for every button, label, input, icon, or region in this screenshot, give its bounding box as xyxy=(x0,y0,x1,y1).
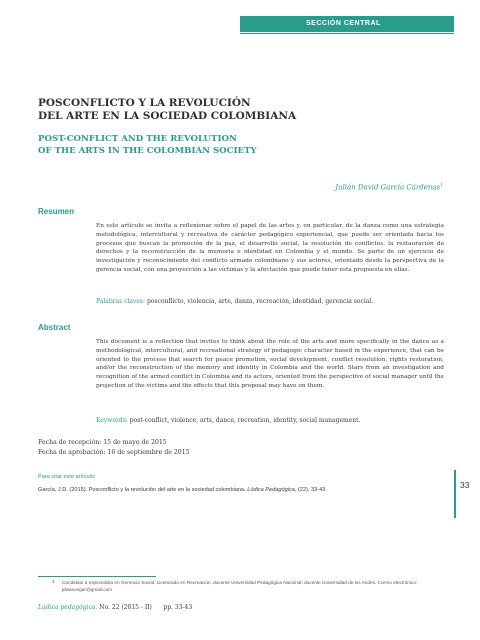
author-footnote-mark: 1 xyxy=(440,183,443,188)
footnote-text: Candidato a especialista en Gerencia Social. Licenciado en Recreación, docente Universidad Pedagógica Nacional; docente Universidad de los Andes. Correo electrónico: jdwasongar@gmail.com xyxy=(62,580,418,592)
journal-footer-name: Lúdica pedagógica. xyxy=(38,604,98,611)
title-spanish-line-2: DEL ARTE EN LA SOCIEDAD COLOMBIANA xyxy=(38,110,297,122)
date-received: Fecha de recepción: 15 de mayo de 2015 xyxy=(38,439,167,446)
publication-dates xyxy=(38,438,338,458)
abstract-keywords-text: post-conflict, violence, arts, dance, recreation, identity, social management. xyxy=(129,417,361,424)
resumen-keywords-label: Palabras claves: xyxy=(96,298,146,305)
citation-text-prefix: García, J.D. (2015). Posconflicto y la revolución del arte en la sociedad colombiana. xyxy=(38,487,248,493)
citation-label: Para citar este artículo: xyxy=(38,474,96,480)
citation-text-suffix: , (22), 33-43. xyxy=(294,487,327,493)
abstract-heading: Abstract xyxy=(38,323,71,332)
title-spanish xyxy=(38,97,438,123)
resumen-body: En este artículo se invita a reflexionar sobre el papel de las artes y, en particular, de la danza como una estrategia metodológica, intercultural y recreativa de carácter pedagógico experiencial, que puede ser orientada hacia los procesos que buscan la promoción de la paz, el desarrollo social, la resolución de conflictos, la restauración de derechos y la reconstrucción de la memoria e identidad en Colombia y el mundo. Se parte de un ejercicio de investigación y reconocimiento del conflicto armado colombiano y sus actores, orientado desde la perspectiva de la gerencia social, con una proyección a las víctimas y la afectación que puede tener esta propuesta en ellas. xyxy=(96,223,444,273)
author-name: Julián David García Cárdenas xyxy=(335,183,441,192)
page-number: 33 xyxy=(460,480,470,490)
journal-footer-pages: pp. 33-43 xyxy=(163,604,193,611)
section-label-bar xyxy=(240,16,454,32)
title-english xyxy=(38,134,438,157)
citation-text xyxy=(38,487,438,493)
citation-journal-name: Lúdica Pedagógica xyxy=(247,487,295,493)
title-spanish-line-1: POSCONFLICTO Y LA REVOLUCIÓN xyxy=(38,97,251,109)
title-english-line-2: OF THE ARTS IN THE COLOMBIAN SOCIETY xyxy=(38,145,257,156)
footnote-rule xyxy=(38,576,156,577)
abstract-keywords xyxy=(96,416,444,425)
resumen-keywords-text: posconflicto, violencia, arte, danza, recreación, identidad, gerencia social. xyxy=(146,298,374,305)
resumen-keywords xyxy=(96,297,444,306)
author-line xyxy=(38,183,443,191)
title-english-line-1: POST-CONFLICT AND THE REVOLUTION xyxy=(38,134,237,144)
footnote-marker: 1 xyxy=(52,579,55,584)
abstract-keywords-label: Keywords: xyxy=(96,417,128,424)
journal-footer-issue: No. 22 (2015 - II) xyxy=(99,604,152,611)
abstract-body: This document is a reflection that invites to think about the role of the arts and more specifically in the dance as a methodological, intercultural, and recreational strategy of pedagogic character based in the experience, that can be oriented to the process that search for peace promotion, social development, conflict resolution, rights restoration, and/or the reconstruction of the memory and identity in Colombia and the world. Stars from an investigation and recognition of the armed conflict in Colombia and its actors, oriented from the perspective of social manager until the projection of the victims and the effects that this proposal may have on them. xyxy=(96,339,444,389)
section-label: SECCIÓN CENTRAL xyxy=(306,20,381,27)
section-divider xyxy=(240,33,454,34)
date-approved: Fecha de aprobación: 16 de septiembre de 2015 xyxy=(38,449,190,456)
page-number-bar xyxy=(454,470,456,518)
resumen-heading: Resumen xyxy=(38,207,75,216)
journal-footer xyxy=(38,604,192,611)
